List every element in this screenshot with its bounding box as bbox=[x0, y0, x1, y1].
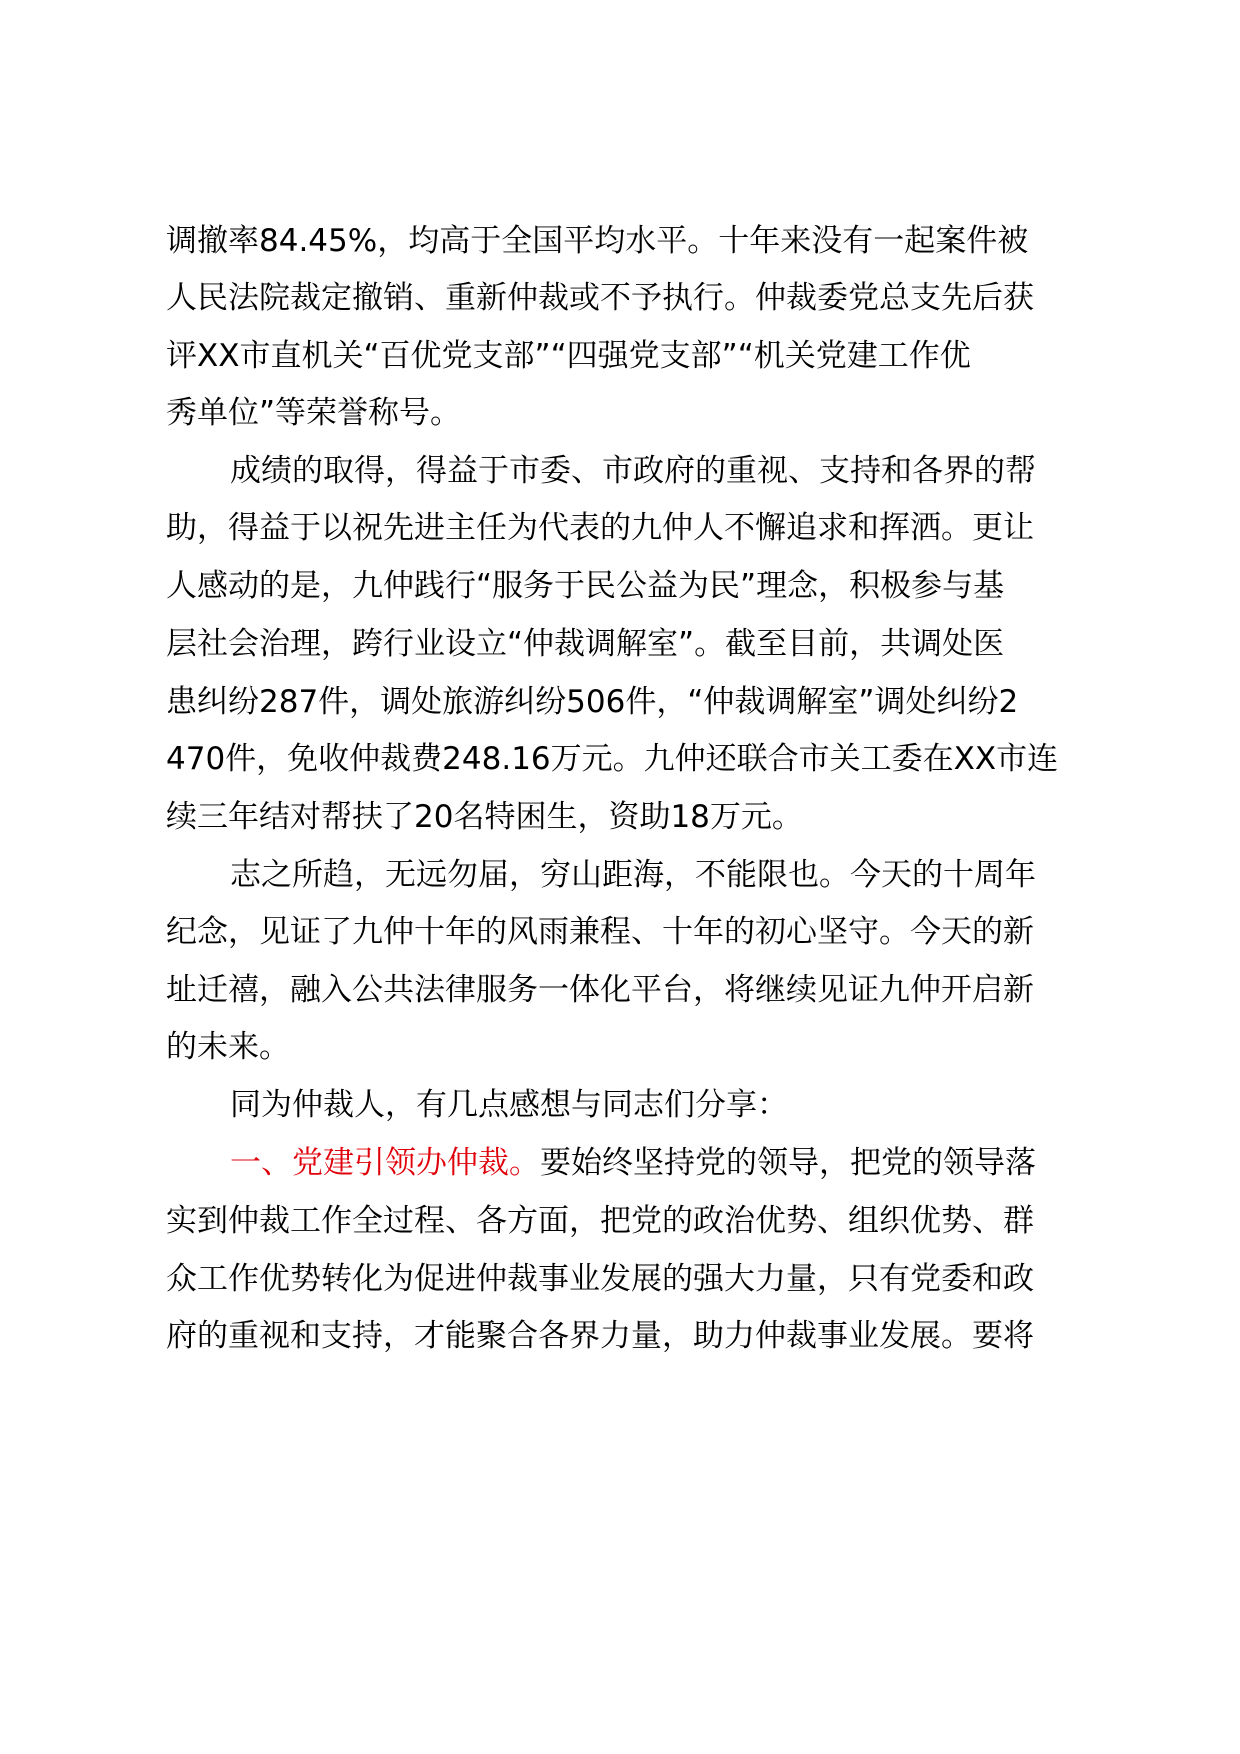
body-line: 人民法院裁定撤销、重新仲裁或不予执行。仲裁委党总支先后获 bbox=[166, 280, 1034, 316]
body-line: 纪念，见证了九仲十年的风雨兼程、十年的初心坚守。今天的新 bbox=[166, 914, 1034, 950]
body-line: 470件，免收仲裁费248.16万元。九仲还联合市关工委在XX市连 bbox=[166, 741, 1059, 777]
section-heading-line bbox=[230, 1138, 1106, 1188]
body-line: 实到仲裁工作全过程、各方面，把党的政治优势、组织优势、群 bbox=[166, 1203, 1034, 1239]
body-line: 评XX市直机关“百优党支部”“四强党支部”“机关党建工作优 bbox=[166, 338, 971, 374]
body-line: 层社会治理，跨行业设立“仲裁调解室”。截至目前，共调处医 bbox=[166, 626, 1005, 662]
paragraph-start-line: 志之所趋，无远勿届，穷山距海，不能限也。今天的十周年 bbox=[230, 857, 1036, 893]
body-line: 府的重视和支持，才能聚合各界力量，助力仲裁事业发展。要将 bbox=[166, 1318, 1034, 1354]
paragraph-start-line: 成绩的取得，得益于市委、市政府的重视、支持和各界的帮 bbox=[230, 453, 1036, 489]
body-line: 址迁禧，融入公共法律服务一体化平台，将继续见证九仲开启新 bbox=[166, 972, 1034, 1008]
body-line: 续三年结对帮扶了20名特困生，资助18万元。 bbox=[166, 799, 803, 835]
section-heading-title: 一、党建引领办仲裁。 bbox=[230, 1145, 540, 1181]
body-line: 患纠纷287件，调处旅游纠纷506件，“仲裁调解室”调处纠纷2 bbox=[166, 684, 1019, 720]
body-line: 助，得益于以祝先进主任为代表的九仲人不懈追求和挥洒。更让 bbox=[166, 510, 1034, 546]
paragraph-start-line: 同为仲裁人，有几点感想与同志们分享： bbox=[230, 1087, 788, 1123]
section-heading-rest: 要始终坚持党的领导，把党的领导落 bbox=[540, 1145, 1036, 1181]
body-line: 众工作优势转化为促进仲裁事业发展的强大力量，只有党委和政 bbox=[166, 1261, 1034, 1297]
body-line: 秀单位”等荣誉称号。 bbox=[166, 395, 462, 431]
body-line: 人感动的是，九仲践行“服务于民公益为民”理念，积极参与基 bbox=[166, 568, 1005, 604]
body-line: 调撤率84.45%，均高于全国平均水平。十年来没有一起案件被 bbox=[166, 223, 1029, 259]
body-line: 的未来。 bbox=[166, 1029, 290, 1065]
